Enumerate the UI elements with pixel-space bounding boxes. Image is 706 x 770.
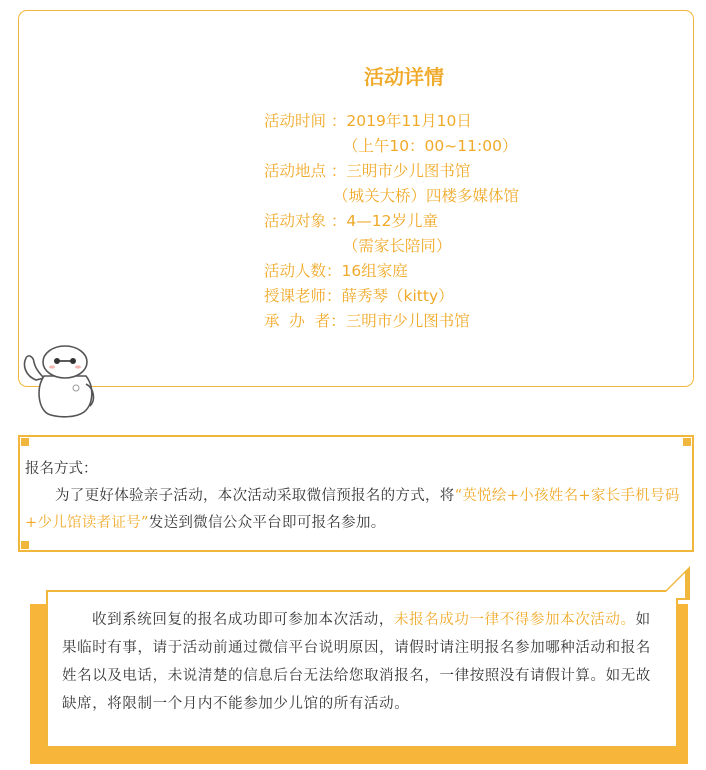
details-line: 活动人数：16组家庭 bbox=[264, 262, 408, 280]
registration-heading: 报名方式： bbox=[25, 461, 98, 477]
registration-text: 发送到微信公众平台即可报名参加。 bbox=[148, 515, 386, 531]
details-line: （需家长陪同） bbox=[264, 237, 452, 255]
notice-text bbox=[62, 606, 658, 718]
notice-text-part: 收到系统回复的报名成功即可参加本次活动， bbox=[92, 612, 394, 628]
details-line: 承 办 者：三明市少儿图书馆 bbox=[264, 312, 470, 330]
activity-details-card bbox=[18, 10, 694, 387]
corner-square bbox=[21, 438, 29, 446]
registration-highlight: “英悦绘+小孩姓名+家长手机号码+少儿馆读者证号” bbox=[25, 488, 680, 531]
details-title: 活动详情 bbox=[364, 65, 444, 89]
notice-highlight: 未报名成功一律不得参加本次活动。 bbox=[394, 612, 636, 628]
details-list bbox=[264, 109, 519, 334]
details-line: （城关大桥）四楼多媒体馆 bbox=[264, 187, 519, 205]
baymax-mascot-icon bbox=[14, 336, 106, 420]
registration-text: 为了更好体验亲子活动，本次活动采取微信预报名的方式，将 bbox=[55, 488, 455, 504]
details-line: 活动地点 ：三明市少儿图书馆 bbox=[264, 162, 471, 180]
registration-body bbox=[25, 483, 686, 537]
details-line: （上午10：00~11:00） bbox=[264, 137, 518, 155]
details-line: 活动时间 ：2019年11月10日 bbox=[264, 112, 472, 130]
corner-square bbox=[683, 438, 691, 446]
registration-card bbox=[18, 435, 694, 552]
notice-card-fold-inner bbox=[660, 573, 685, 598]
notice-text-part: 如果临时有事，请于活动前通过微信平台说明原因，请假时请注明报名参加哪种活动和报名姓名以及电话，未说清楚的信息后台无法给您取消报名，一律按照没有请假计算。如无故缺席，将限制一个月内不能参加少儿馆的所有活动。 bbox=[62, 612, 651, 712]
details-line: 活动对象 ：4—12岁儿童 bbox=[264, 212, 439, 230]
corner-square bbox=[21, 541, 29, 549]
notice-card bbox=[46, 590, 678, 748]
details-line: 授课老师：薛秀琴（kitty） bbox=[264, 287, 454, 305]
